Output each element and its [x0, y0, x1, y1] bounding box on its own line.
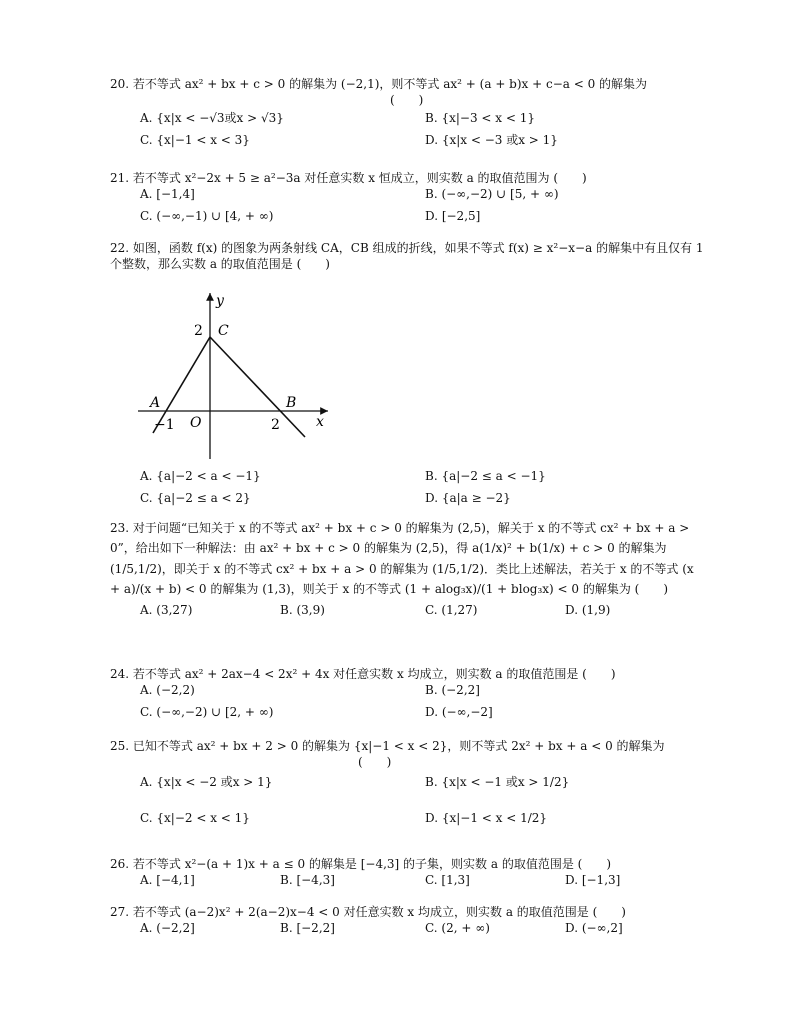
label-origin: O [190, 415, 202, 431]
label-neg1: −1 [154, 417, 175, 433]
question-stem: 24. 若不等式 ax² + 2ax−4 < 2x² + 4x 对任意实数 x 均成立，则实数 a 的取值范围是 ( ) [110, 667, 616, 681]
question-stem: 21. 若不等式 x²−2x + 5 ≥ a²−3a 对任意实数 x 恒成立，则实数 a 的取值范围为 ( ) [110, 171, 587, 185]
option-c: C. (−∞,−1) ∪ [4, + ∞) [140, 209, 274, 224]
option-a: A. {x|x < −√3或x > √3} [140, 111, 284, 126]
option-a: A. {a|−2 < a < −1} [140, 469, 261, 483]
option-a: A. (−2,2) [140, 683, 195, 698]
option-d: D. [−2,5] [425, 209, 481, 224]
option-d: D. (−∞,2] [565, 921, 623, 936]
graph-svg [138, 287, 338, 462]
answer-paren: ( ) [358, 755, 392, 770]
option-c: C. (1,27) [425, 602, 478, 617]
option-a: A. [−1,4] [140, 187, 195, 202]
option-c: C. [1,3] [425, 873, 470, 888]
question-stem: 25. 已知不等式 ax² + bx + 2 > 0 的解集为 {x|−1 < x < 2}，则不等式 2x² + bx + a < 0 的解集为 [110, 739, 665, 753]
function-graph [138, 287, 338, 462]
option-b: B. {x|x < −1 或x > 1/2} [425, 775, 570, 790]
question-23 [110, 518, 705, 622]
option-b: B. (−2,2] [425, 683, 480, 698]
question-20 [110, 76, 705, 154]
option-d: D. (−∞,−2] [425, 705, 493, 720]
option-b: B. {a|−2 ≤ a < −1} [425, 469, 546, 483]
ray-cb [210, 337, 305, 437]
option-b: B. [−4,3] [280, 873, 335, 888]
option-d: D. [−1,3] [565, 873, 621, 888]
question-22-options [110, 468, 705, 512]
option-a: A. {x|x < −2 或x > 1} [140, 775, 273, 790]
option-c: C. {a|−2 ≤ a < 2} [140, 491, 251, 505]
question-26 [110, 856, 705, 894]
option-d: D. {x|x < −3 或x > 1} [425, 133, 558, 148]
question-stem: 20. 若不等式 ax² + bx + c > 0 的解集为 (−2,1)，则不等式 ax² + (a + b)x + c−a < 0 的解集为 [110, 77, 648, 91]
option-c: C. {x|−2 < x < 1} [140, 811, 250, 826]
question-stem: 22. 如图，函数 f(x) 的图象为两条射线 CA，CB 组成的折线，如果不等式 f(x) ≥ x²−x−a 的解集中有且仅有 1 个整数，那么实数 a 的取值范围是 ( ) [110, 241, 704, 272]
label-a: A [150, 395, 161, 411]
answer-paren: ( ) [390, 93, 424, 108]
option-b: B. [−2,2] [280, 921, 335, 936]
option-b: B. {x|−3 < x < 1} [425, 111, 535, 126]
option-a: A. (3,27) [140, 602, 193, 617]
option-a: A. [−4,1] [140, 873, 195, 888]
question-stem: 23. 对于问题“已知关于 x 的不等式 ax² + bx + c > 0 的解集为 (2,5)，解关于 x 的不等式 cx² + bx + a > 0”，给出如下一种解法：由 ax² + bx + c > 0 的解集为 (2,5)，得 a(1/x)² + b(1/x) + c > 0 的解集为 (1/5,1/2)，即关于 x 的不等式 cx² + bx + a > 0 的解集为 (1/5,1/2)．类比上述解法，若关于 x 的不等式 (x + a)/(x + b) < 0 的解集为 (1,3)，则关于 x 的不等式 (1 + alog₃x)/(1 + blog₃x) < 0 的解集为 ( ) [110, 521, 694, 597]
option-d: D. {a|a ≥ −2} [425, 491, 511, 505]
question-22 [110, 240, 705, 272]
label-c: C [218, 323, 229, 339]
option-c: C. (−∞,−2) ∪ [2, + ∞) [140, 705, 274, 720]
x-axis-label: x [316, 414, 324, 430]
label-b: B [286, 395, 297, 411]
question-stem: 26. 若不等式 x²−(a + 1)x + a ≤ 0 的解集是 [−4,3] 的子集，则实数 a 的取值范围是 ( ) [110, 857, 612, 871]
label-two-x: 2 [271, 417, 280, 433]
option-a: A. (−2,2] [140, 921, 195, 936]
question-stem: 27. 若不等式 (a−2)x² + 2(a−2)x−4 < 0 对任意实数 x 均成立，则实数 a 的取值范围是 ( ) [110, 905, 626, 919]
question-27 [110, 904, 705, 942]
option-d: D. (1,9) [565, 602, 611, 617]
option-c: C. (2, + ∞) [425, 921, 490, 936]
question-25 [110, 738, 705, 840]
question-24 [110, 666, 705, 726]
option-d: D. {x|−1 < x < 1/2} [425, 811, 548, 826]
y-axis-label: y [216, 293, 224, 309]
question-21 [110, 170, 705, 230]
option-b: B. (−∞,−2) ∪ [5, + ∞) [425, 187, 559, 202]
option-c: C. {x|−1 < x < 3} [140, 133, 250, 148]
label-two-y: 2 [194, 323, 203, 339]
option-b: B. (3,9) [280, 602, 325, 617]
